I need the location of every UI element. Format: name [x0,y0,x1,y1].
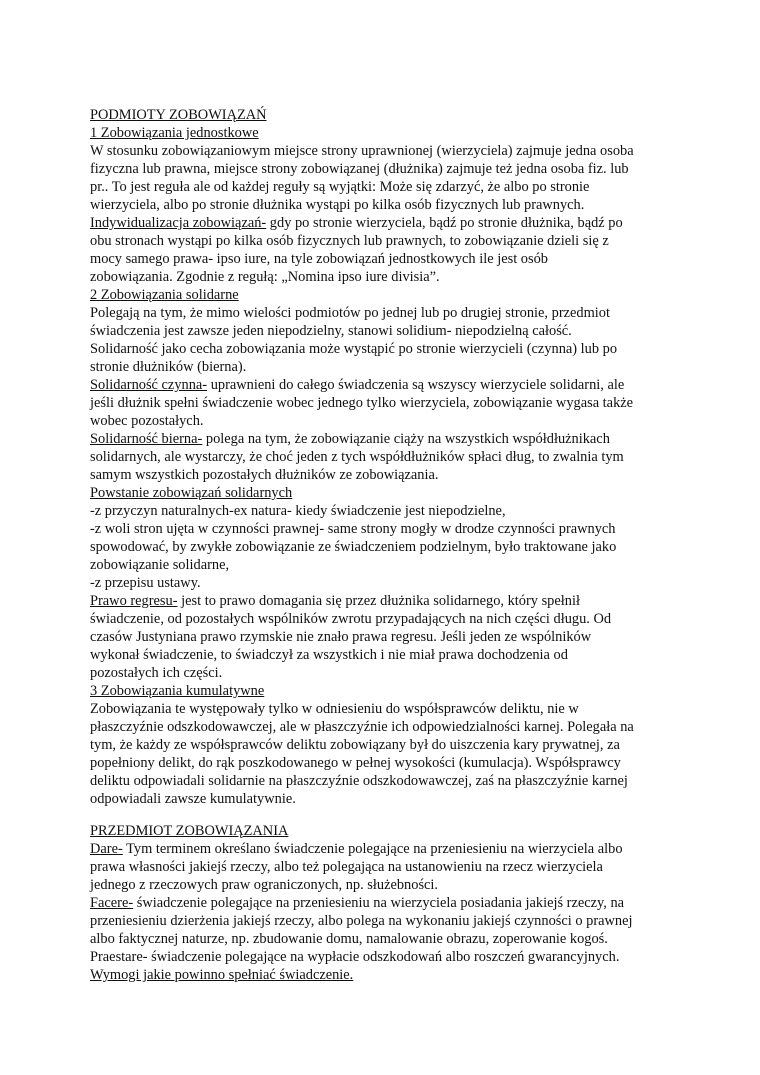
paragraph-line: płaszczyźnie odszkodowawczej, ale w płaszczyźnie ich odpowiedzialności karnej. Polegała na [90,719,634,735]
term-facere: Facere- [90,895,134,911]
subsection-title-powstanie: Powstanie zobowiązań solidarnych [90,485,293,501]
term-dare: Dare- [90,841,123,857]
paragraph-line: Polegają na tym, że mimo wielości podmiotów po jednej lub po drugiej stronie, przedmiot [90,305,610,321]
paragraph-line: Zobowiązania te występowały tylko w odniesieniu do współsprawców deliktu, nie w [90,701,579,717]
term-definition: Tym terminem określano świadczenie polegające na przeniesieniu na wierzyciela albo [122,841,623,857]
paragraph-line: W stosunku zobowiązaniowym miejsce strony uprawnionej (wierzyciela) zajmuje jedna osoba [90,143,634,159]
paragraph-line: solidarnych, ale wystarczy, że choć jeden z tych współdłużników spłaci dług, to zwalnia tym [90,449,624,465]
paragraph-line [90,592,690,610]
list-item: -z woli stron ujęta w czynności prawnej- same strony mogły w drodze czynności prawnych [90,521,616,537]
subsection-title-wymogi: Wymogi jakie powinno spełniać świadczenie. [90,967,354,983]
paragraph-line: mocy samego prawa- ipso iure, na tyle zobowiązań jednostkowych ile jest osób [90,251,548,267]
term-definition: gdy po stronie wierzyciela, bądź po stronie dłużnika, bądź po [266,215,623,231]
paragraph-line: jeśli dłużnik spełni świadczenie wobec jednego tylko wierzyciela, zobowiązanie wygasa także [90,395,634,411]
subsection-title-jednostkowe: 1 Zobowiązania jednostkowe [90,125,259,141]
term-definition: jest to prawo domagania się przez dłużnika solidarnego, który spełnił [177,593,580,609]
paragraph-line [90,894,690,912]
term-prawo-regresu: Prawo regresu- [90,593,178,609]
term-solidarnosc-bierna: Solidarność bierna- [90,431,203,447]
paragraph-line: czasów Justyniana prawo rzymskie nie znało prawa regresu. Jeśli jeden ze wspólników [90,629,592,645]
paragraph-line: jednego z rzeczowych praw ograniczonych, np. służebności. [90,877,439,893]
paragraph-line: deliktu odpowiadali solidarnie na płaszczyźnie odszkodowawczej, zaś na płaszczyźnie karnej [90,773,628,789]
paragraph-line: pozostałych ich części. [90,665,223,681]
list-item: zobowiązanie solidarne, [90,557,230,573]
paragraph-line: Praestare- świadczenie polegające na wypłacie odszkodowań albo roszczeń gwarancyjnych. [90,949,620,965]
section-heading-podmioty: PODMIOTY ZOBOWIĄZAŃ [90,107,267,123]
document-body [90,106,690,984]
paragraph-line: prawa własności jakiejś rzeczy, albo też polegająca na ustanowieniu na rzecz wierzyciela [90,859,603,875]
list-item: -z przepisu ustawy. [90,575,201,591]
term-definition: świadczenie polegające na przeniesieniu na wierzyciela posiadania jakiejś rzeczy, na [133,895,625,911]
paragraph-line [90,376,690,394]
term-definition: polega na tym, że zobowiązanie ciąży na wszystkich współdłużnikach [202,431,610,447]
paragraph-line: wykonał świadczenie, to świadczył za wszystkich i nie miał prawa dochodzenia od [90,647,568,663]
paragraph-line: wierzyciela, albo po stronie dłużnika wystąpi po kilka osób fizycznych lub prawnych. [90,197,585,213]
subsection-title-kumulatywne: 3 Zobowiązania kumulatywne [90,683,265,699]
paragraph-line: zobowiązania. Zgodnie z regułą: „Nomina ipso iure divisia”. [90,269,440,285]
section-heading-przedmiot: PRZEDMIOT ZOBOWIĄZANIA [90,823,289,839]
paragraph-line [90,214,690,232]
paragraph-line: albo faktycznej naturze, np. zbudowanie domu, namalowanie obrazu, zoperowanie kogoś. [90,931,608,947]
paragraph-line: Solidarność jako cecha zobowiązania może wystąpić po stronie wierzycieli (czynna) lub po [90,341,618,357]
paragraph-line: pr.. To jest reguła ale od każdej reguły są wyjątki: Może się zdarzyć, że albo po stronie [90,179,590,195]
paragraph-line: fizyczna lub prawna, miejsce strony zobowiązanej (dłużnika) zajmuje też jedna osoba fiz. lub [90,161,629,177]
paragraph-line: tym, że każdy ze współsprawców deliktu zobowiązany był do uiszczenia kary prywatnej, za [90,737,620,753]
paragraph-line: obu stronach wystąpi po kilka osób fizycznych lub prawnych, to zobowiązanie dzieli się z [90,233,609,249]
paragraph-line [90,840,690,858]
paragraph-line: świadczenie, od pozostałych wspólników zwrotu przypadających na nich części długu. Od [90,611,612,627]
paragraph-line: przeniesieniu dzierżenia jakiejś rzeczy, albo polega na wykonaniu jakiejś czynności o prawnej [90,913,633,929]
term-definition: uprawnieni do całego świadczenia są wszyscy wierzyciele solidarni, ale [207,377,625,393]
paragraph-line: świadczenia jest zawsze jeden niepodzielny, stanowi solidium- niepodzielną całość. [90,323,572,339]
paragraph-line: odpowiadali zawsze kumulatywnie. [90,791,296,807]
list-item: -z przyczyn naturalnych-ex natura- kiedy świadczenie jest niepodzielne, [90,503,506,519]
paragraph-line: popełniony delikt, do rąk poszkodowanego w pełnej wysokości (kumulacja). Współsprawcy [90,755,621,771]
term-indywidualizacja: Indywidualizacja zobowiązań- [90,215,267,231]
paragraph-line: wobec pozostałych. [90,413,204,429]
paragraph-line: stronie dłużników (bierna). [90,359,247,375]
section-spacer [90,808,690,822]
subsection-title-solidarne: 2 Zobowiązania solidarne [90,287,239,303]
term-solidarnosc-czynna: Solidarność czynna- [90,377,208,393]
list-item: spowodować, by zwykłe zobowiązanie ze świadczeniem podzielnym, było traktowane jako [90,539,617,555]
paragraph-line: samym wszystkich pozostałych dłużników ze zobowiązania. [90,467,439,483]
paragraph-line [90,430,690,448]
